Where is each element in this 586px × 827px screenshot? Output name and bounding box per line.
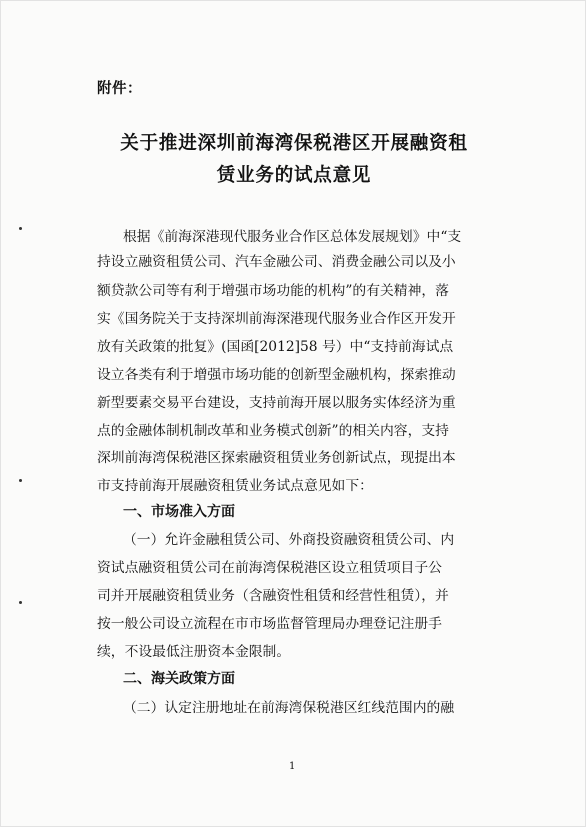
- section-line: 按一般公司设立流程在市市场监督管理局办理登记注册手: [97, 616, 442, 632]
- paragraph-line: 实《国务院关于支持深圳前海深港现代服务业合作区开发开: [97, 311, 456, 327]
- scan-dot: [19, 601, 22, 604]
- page-number: 1: [289, 761, 296, 772]
- section-line: （二）认定注册地址在前海湾保税港区红线范围内的融: [123, 700, 455, 716]
- paragraph-line: 根据《前海深港现代服务业合作区总体发展规划》中“支: [123, 229, 462, 245]
- paragraph-line: 深圳前海湾保税港区探索融资租赁业务创新试点，现提出本: [97, 450, 456, 466]
- scan-dot: [19, 479, 22, 482]
- section-heading: 一、市场准入方面: [123, 504, 235, 520]
- paragraph-line: 市支持前海开展融资租赁业务试点意见如下：: [97, 478, 373, 494]
- attachment-label: 附件：: [97, 80, 142, 97]
- section-line: 资试点融资租赁公司在前海湾保税港区设立租赁项目子公: [97, 560, 442, 576]
- title-line-1: 关于推进深圳前海湾保税港区开展融资租: [120, 133, 468, 154]
- paragraph-line: 设立各类有利于增强市场功能的创新型金融机构，探索推动: [97, 367, 456, 383]
- section-line: （一）允许金融租赁公司、外商投资融资租赁公司、内: [123, 532, 455, 548]
- paragraph-line: 额贷款公司等有利于增强市场功能的机构”的有关精神，落: [97, 283, 449, 299]
- paragraph-line: 持设立融资租赁公司、汽车金融公司、消费金融公司以及小: [97, 254, 456, 270]
- section-line: 续，不设最低注册资本金限制。: [97, 644, 291, 660]
- paragraph-line: 点的金融体制机制改革和业务模式创新”的相关内容，支持: [97, 423, 449, 439]
- scan-dot: [19, 227, 22, 230]
- title-line-2: 赁业务的试点意见: [216, 165, 372, 186]
- paragraph-line: 新型要素交易平台建设，支持前海开展以服务实体经济为重: [97, 395, 456, 411]
- section-heading: 二、海关政策方面: [123, 671, 235, 687]
- section-line: 司并开展融资租赁业务（含融资性租赁和经营性租赁），并: [97, 588, 449, 604]
- paragraph-line: 放有关政策的批复》(国函[2012]58 号）中“支持前海试点: [97, 339, 454, 355]
